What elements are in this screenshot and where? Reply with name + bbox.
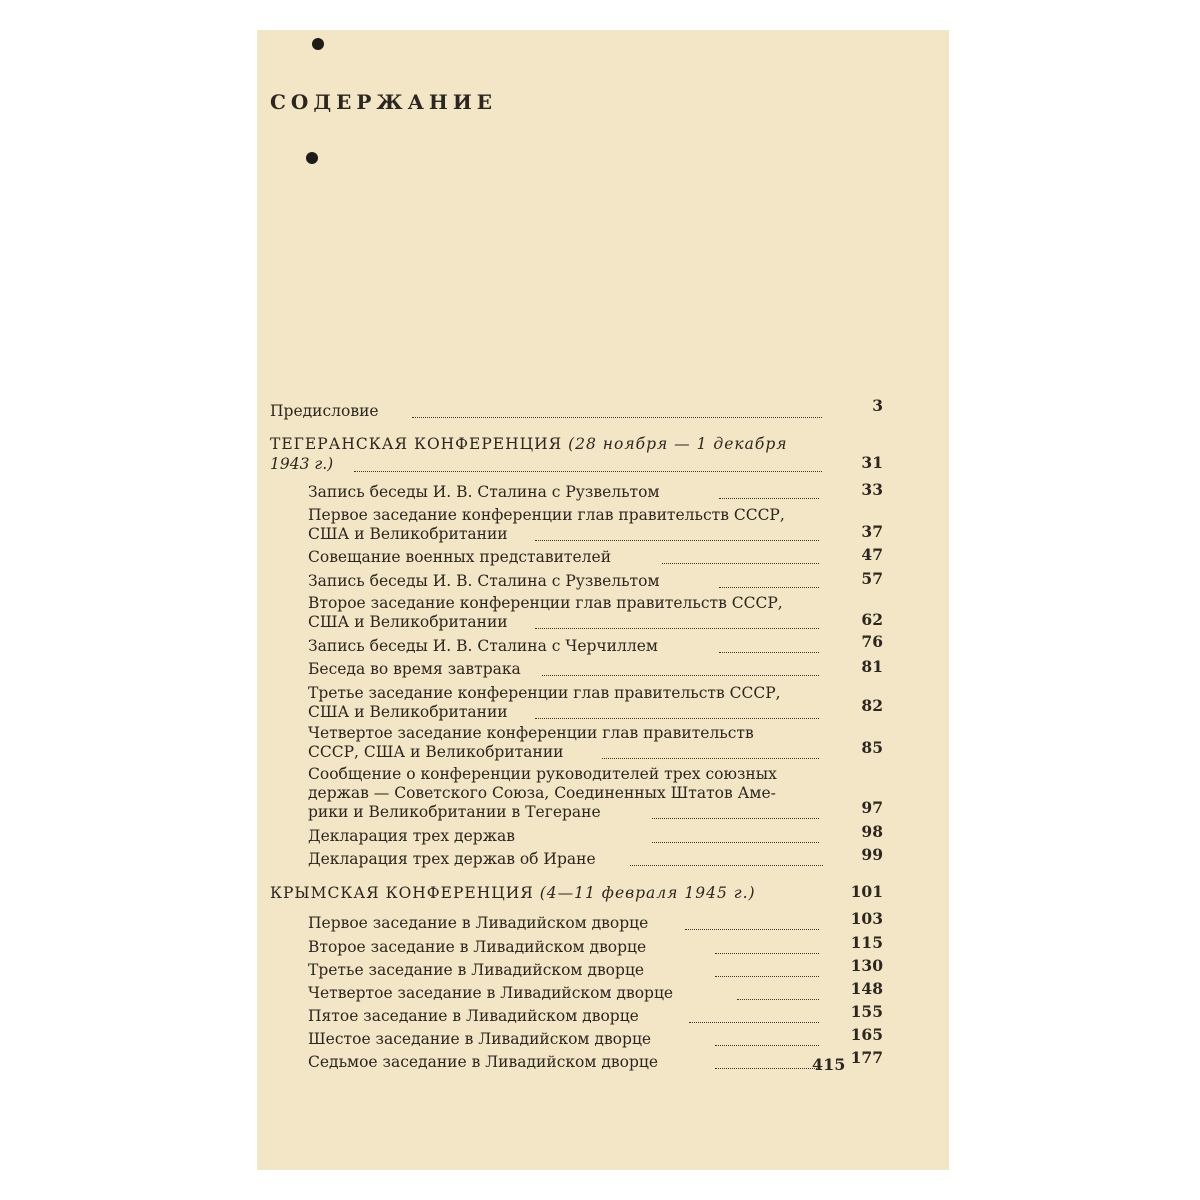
toc-entry-cont — [308, 802, 601, 822]
toc-leader-dots — [354, 471, 822, 472]
toc-leader-dots — [535, 718, 819, 719]
toc-entry-title: США и Великобритании — [308, 703, 508, 721]
toc-page-number: 148 — [850, 979, 883, 998]
toc-leader-dots — [652, 818, 819, 819]
toc-entry — [308, 913, 648, 933]
toc-entry-title: Четвертое заседание в Ливадийском дворце — [308, 984, 674, 1002]
toc-entry-title: Запись беседы И. В. Сталина с Рузвельтом — [308, 483, 660, 501]
toc-entry — [308, 723, 754, 743]
toc-entry — [308, 960, 644, 980]
toc-leader-dots — [715, 1068, 819, 1069]
toc-entry-title: Второе заседание конференции глав правительств СССР, — [308, 594, 783, 612]
toc-leader-dots — [737, 999, 819, 1000]
toc-entry-title: Третье заседание в Ливадийском дворце — [308, 961, 645, 979]
toc-entry-cont — [308, 524, 508, 544]
toc-entry-cont — [308, 783, 776, 803]
toc-page-number: 177 — [850, 1048, 883, 1067]
toc-entry-cont — [308, 612, 508, 632]
toc-page-number: 85 — [861, 738, 883, 757]
toc-section-title: КРЫМСКАЯ КОНФЕРЕНЦИЯ — [270, 884, 534, 902]
toc-entry — [308, 764, 777, 784]
toc-entry — [308, 849, 596, 869]
toc-entry-title: США и Великобритании — [308, 613, 508, 631]
toc-leader-dots — [715, 1045, 819, 1046]
toc-page-number: 101 — [850, 882, 883, 901]
toc-entry-title: Запись беседы И. В. Сталина с Черчиллем — [308, 637, 658, 655]
toc-entry-title: держав — Советского Союза, Соединенных Штатов Аме- — [308, 784, 776, 802]
toc-entry-title: Второе заседание в Ливадийском дворце — [308, 938, 647, 956]
toc-page-number: 76 — [861, 632, 883, 651]
toc-page-number: 99 — [861, 845, 883, 864]
toc-entry — [308, 505, 785, 525]
toc-page-number: 82 — [861, 696, 883, 715]
toc-leader-dots — [652, 842, 819, 843]
toc-entry-title: Пятое заседание в Ливадийском дворце — [308, 1007, 639, 1025]
toc-entry-title: Шестое заседание в Ливадийском дворце — [308, 1030, 652, 1048]
toc-leader-dots — [715, 953, 819, 954]
toc-leader-dots — [602, 758, 819, 759]
toc-page-number: 103 — [850, 909, 883, 928]
contents-heading: СОДЕРЖАНИЕ — [270, 90, 497, 114]
toc-page-number: 3 — [872, 396, 883, 415]
toc-section-title: ТЕГЕРАНСКАЯ КОНФЕРЕНЦИЯ — [270, 435, 563, 453]
toc-entry-title: США и Великобритании — [308, 525, 508, 543]
page-number: 415 — [812, 1055, 846, 1074]
toc-entry-title: Сообщение о конференции руководителей трех союзных — [308, 765, 777, 783]
toc-page-number: 115 — [850, 933, 883, 952]
toc-section-dates: (28 ноября — 1 декабря — [568, 435, 788, 453]
toc-page-number: 62 — [861, 610, 883, 629]
toc-entry-title: Запись беседы И. В. Сталина с Рузвельтом — [308, 572, 660, 590]
toc-leader-dots — [685, 929, 819, 930]
toc-section-dates: (4—11 февраля 1945 г.) — [539, 884, 756, 902]
toc-entry-cont — [308, 742, 564, 762]
toc-page-number: 97 — [861, 798, 883, 817]
toc-entry — [308, 593, 783, 613]
toc-page-number: 81 — [861, 657, 883, 676]
toc-page-number: 37 — [861, 522, 883, 541]
toc-page-number: 33 — [861, 480, 883, 499]
toc-entry — [308, 659, 521, 679]
toc-entry-title: Седьмое заседание в Ливадийском дворце — [308, 1053, 659, 1071]
toc-entry-title: Декларация трех держав об Иране — [308, 850, 596, 868]
toc-entry-title: Предисловие — [270, 402, 379, 420]
book-page — [257, 30, 949, 1170]
toc-section-dates-cont — [270, 454, 333, 474]
toc-leader-dots — [535, 628, 819, 629]
toc-leader-dots — [719, 498, 819, 499]
toc-leader-dots — [630, 865, 823, 866]
toc-entry-title: Декларация трех держав — [308, 827, 515, 845]
toc-leader-dots — [535, 540, 819, 541]
toc-leader-dots — [662, 563, 819, 564]
toc-section-tehran — [270, 434, 788, 454]
toc-entry-cont — [308, 702, 508, 722]
toc-entry-title: Первое заседание в Ливадийском дворце — [308, 914, 649, 932]
toc-entry-title: Третье заседание конференции глав правительств СССР, — [308, 684, 781, 702]
toc-page-number: 98 — [861, 822, 883, 841]
toc-entry — [308, 571, 660, 591]
toc-page-number: 57 — [861, 569, 883, 588]
toc-leader-dots — [542, 675, 819, 676]
toc-page-number: 47 — [861, 545, 883, 564]
toc-page-number: 31 — [861, 453, 883, 472]
toc-section-dates-year: 1943 г.) — [270, 455, 334, 473]
toc-page-number: 165 — [850, 1025, 883, 1044]
toc-entry — [308, 683, 781, 703]
toc-entry — [308, 636, 658, 656]
toc-leader-dots — [719, 652, 819, 653]
toc-entry — [308, 937, 646, 957]
toc-leader-dots — [719, 587, 819, 588]
toc-entry — [308, 826, 515, 846]
toc-entry — [308, 1006, 639, 1026]
toc-entry — [308, 547, 611, 567]
toc-entry — [308, 482, 660, 502]
table-of-contents — [257, 30, 949, 1170]
toc-entry-title: рики и Великобритании в Тегеране — [308, 803, 601, 821]
toc-entry — [308, 1029, 651, 1049]
toc-entry-title: Первое заседание конференции глав правительств СССР, — [308, 506, 785, 524]
toc-entry-title: СССР, США и Великобритании — [308, 743, 564, 761]
toc-entry-title: Беседа во время завтрака — [308, 660, 521, 678]
toc-entry — [308, 983, 673, 1003]
toc-entry-preface — [270, 401, 379, 421]
toc-leader-dots — [715, 976, 819, 977]
toc-page-number: 130 — [850, 956, 883, 975]
toc-leader-dots — [412, 417, 822, 418]
toc-section-crimea — [270, 883, 756, 903]
toc-page-number: 155 — [850, 1002, 883, 1021]
toc-entry-title: Четвертое заседание конференции глав правительств — [308, 724, 754, 742]
toc-entry-title: Совещание военных представителей — [308, 548, 612, 566]
toc-entry — [308, 1052, 658, 1072]
toc-leader-dots — [689, 1022, 819, 1023]
